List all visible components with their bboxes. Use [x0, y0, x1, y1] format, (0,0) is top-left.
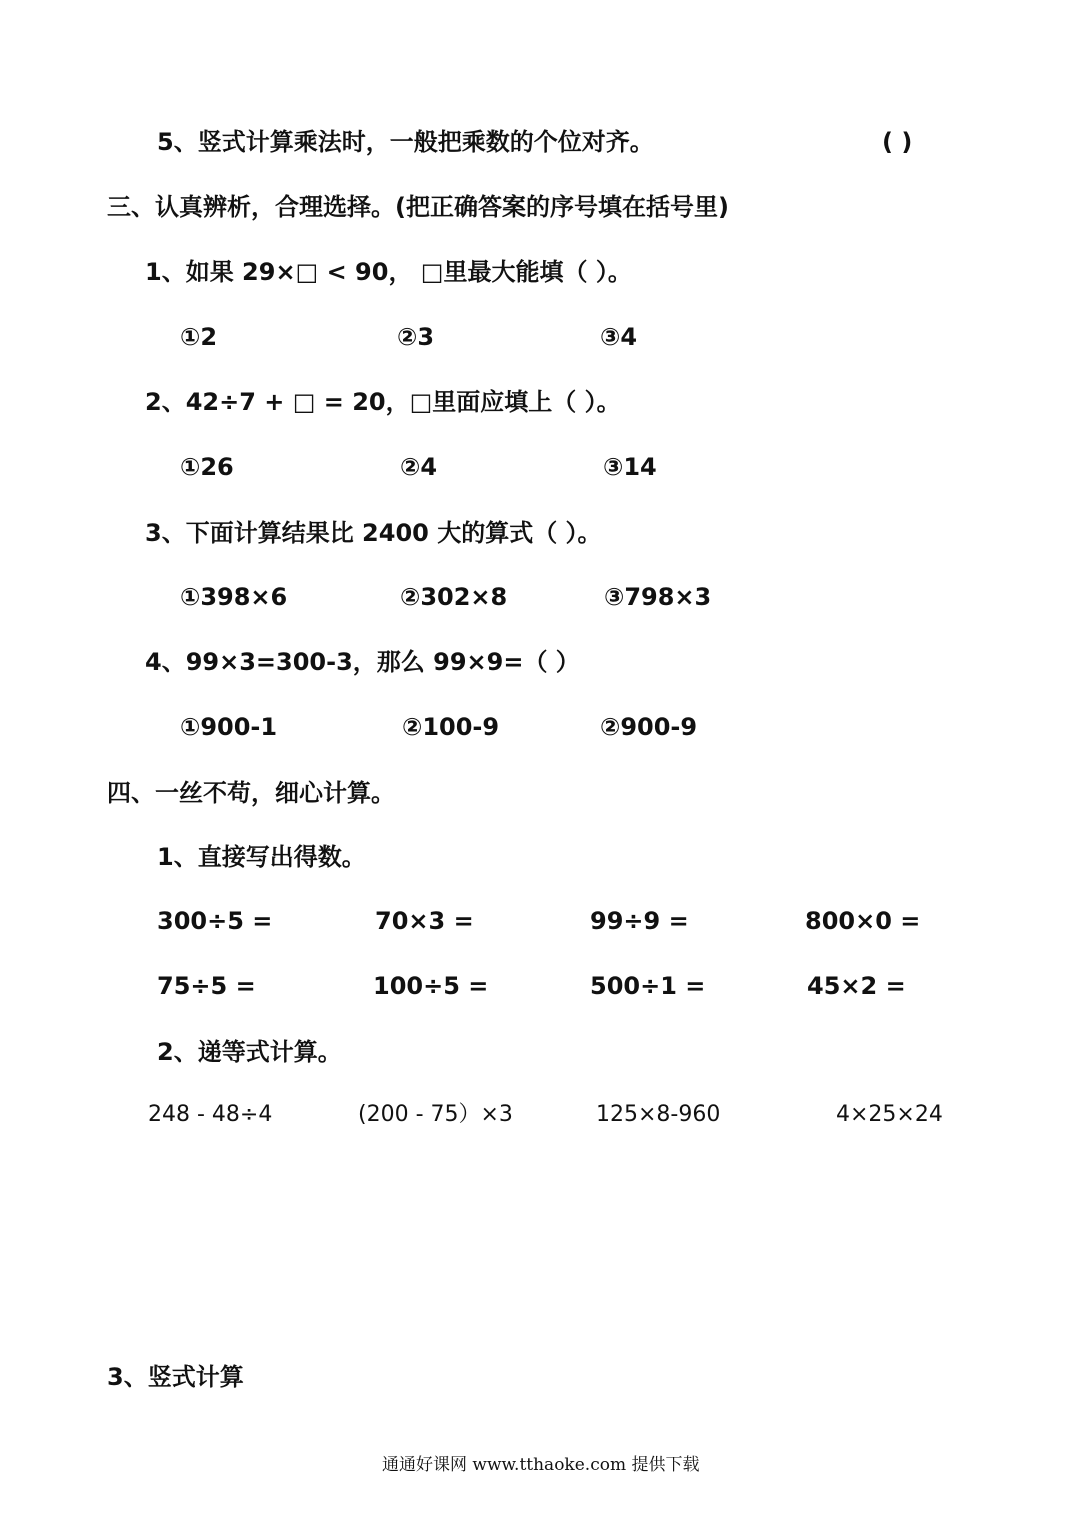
footer-text: 通通好课网 www.tthaoke.com 提供下载	[382, 1455, 700, 1475]
oral-calc-5: 75÷5 =	[157, 972, 256, 1000]
section-4-heading: 四、一丝不苟，细心计算。	[107, 779, 395, 807]
q3-option-1: ①398×6	[180, 583, 288, 611]
oral-calc-8: 45×2 =	[807, 972, 906, 1000]
sub-3-title: 3、竖式计算	[107, 1363, 244, 1391]
q4-option-2: ②100-9	[402, 713, 500, 741]
choice-question-1: 1、如果 29×□ < 90， □里最大能填（ ）。	[145, 258, 632, 286]
q2-option-1: ①26	[180, 453, 234, 481]
oral-calc-1: 300÷5 =	[157, 907, 273, 935]
tf-item-5-answer-paren: ( )	[882, 128, 913, 156]
section-3-heading: 三、认真辨析，合理选择。(把正确答案的序号填在括号里)	[107, 193, 729, 221]
choice-question-4: 4、99×3=300-3，那么 99×9=（ ）	[145, 648, 580, 676]
choice-question-2: 2、42÷7 + □ = 20，□里面应填上（ ）。	[145, 388, 621, 416]
sub-2-title: 2、递等式计算。	[157, 1038, 342, 1066]
sub-1-title: 1、直接写出得数。	[157, 843, 366, 871]
stepwise-calc-2: (200 - 75）×3	[358, 1102, 513, 1127]
q1-option-3: ③4	[600, 323, 638, 351]
stepwise-calc-3: 125×8-960	[596, 1102, 721, 1127]
q2-option-2: ②4	[400, 453, 438, 481]
oral-calc-4: 800×0 =	[805, 907, 921, 935]
q4-option-3: ②900-9	[600, 713, 698, 741]
q1-option-1: ①2	[180, 323, 218, 351]
stepwise-calc-4: 4×25×24	[836, 1102, 943, 1127]
oral-calc-6: 100÷5 =	[373, 972, 489, 1000]
oral-calc-2: 70×3 =	[375, 907, 474, 935]
q1-option-2: ②3	[397, 323, 435, 351]
tf-item-5-text: 5、竖式计算乘法时，一般把乘数的个位对齐。	[157, 128, 654, 156]
q2-option-3: ③14	[603, 453, 657, 481]
oral-calc-7: 500÷1 =	[590, 972, 706, 1000]
choice-question-3: 3、下面计算结果比 2400 大的算式（ ）。	[145, 519, 602, 547]
stepwise-calc-1: 248 - 48÷4	[148, 1102, 273, 1127]
q3-option-3: ③798×3	[604, 583, 712, 611]
q4-option-1: ①900-1	[180, 713, 278, 741]
q3-option-2: ②302×8	[400, 583, 508, 611]
oral-calc-3: 99÷9 =	[590, 907, 689, 935]
